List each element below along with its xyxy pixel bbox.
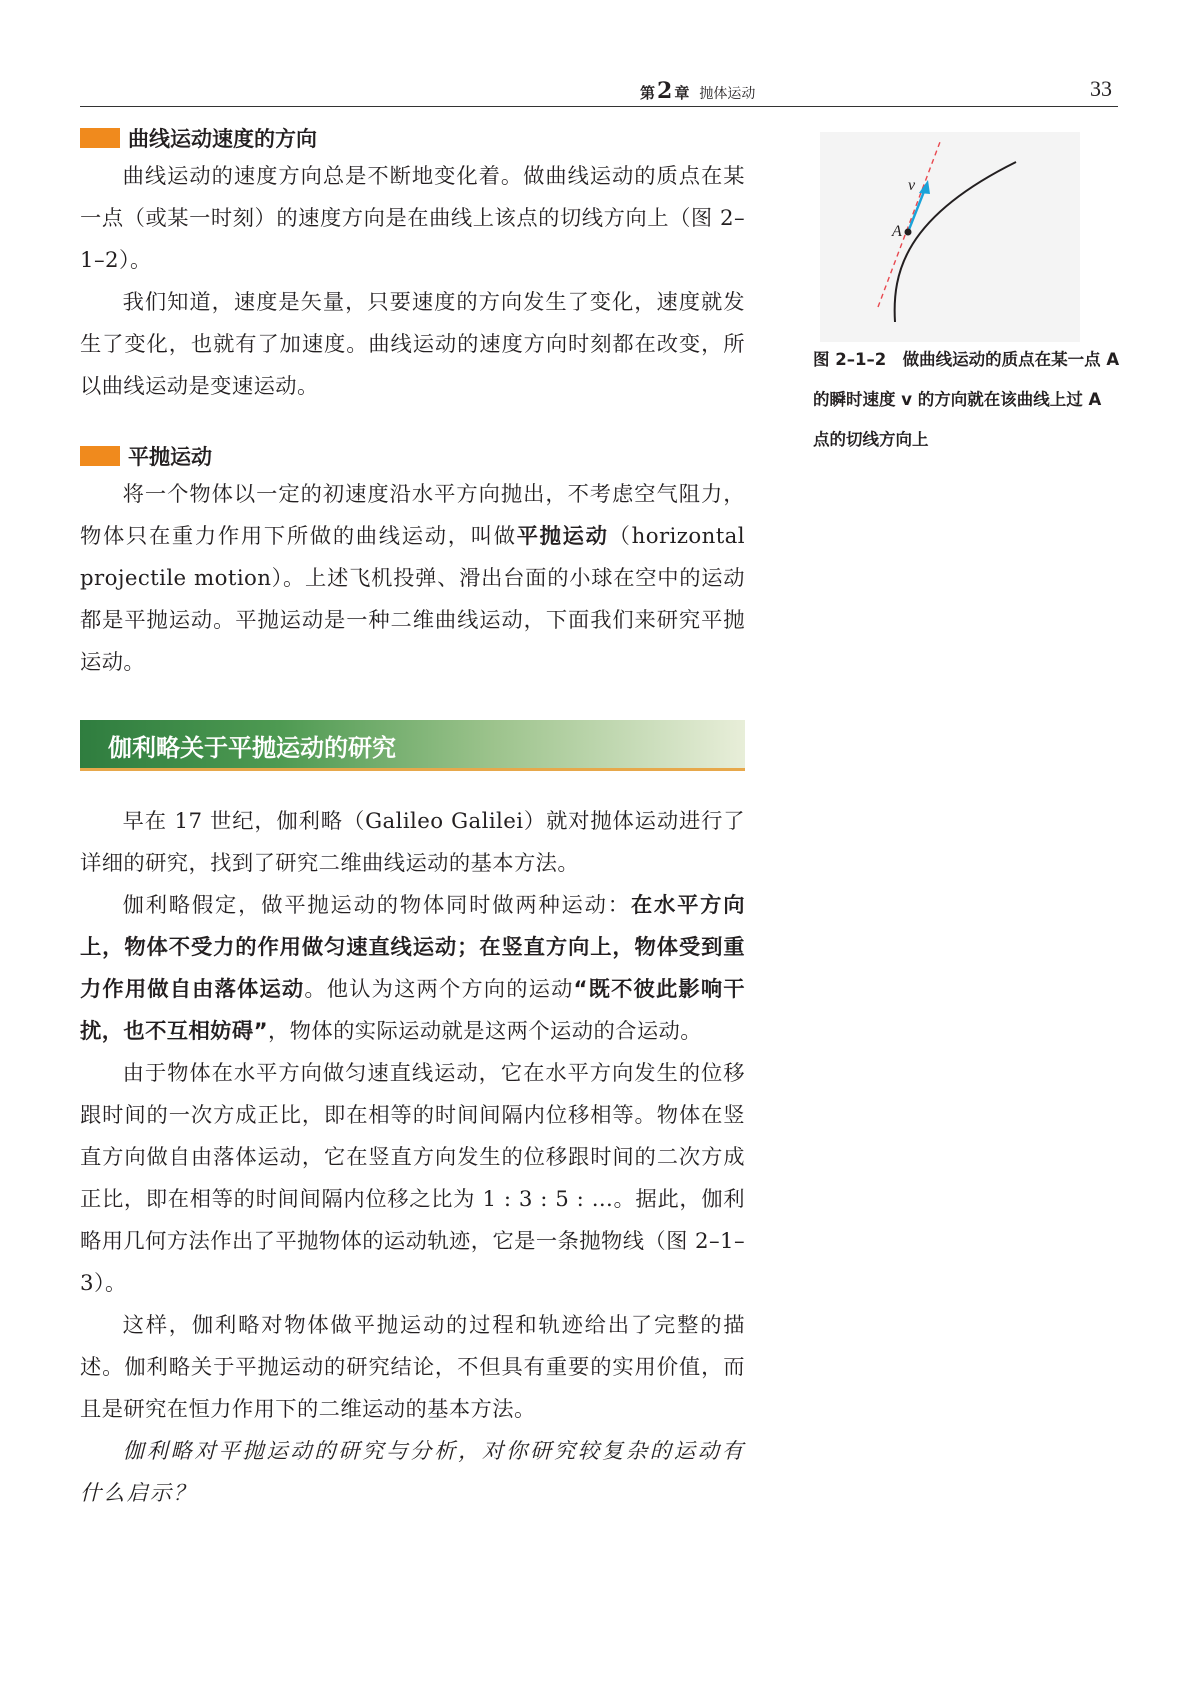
paragraph: 我们知道，速度是矢量，只要速度的方向发生了变化，速度就发生了变化，也就有了加速度。曲线运动的速度方向时刻都在改变，所以曲线运动是变速运动。 bbox=[80, 290, 745, 399]
term-highlight: 平抛运动 bbox=[516, 524, 609, 549]
label-v: v bbox=[908, 177, 916, 194]
page-header bbox=[80, 74, 1118, 107]
label-A: A bbox=[892, 223, 902, 240]
figure-2-1-2 bbox=[820, 132, 1080, 342]
chapter-suffix: 章 bbox=[674, 84, 690, 102]
paragraph: 将一个物体以一定的初速度沿水平方向抛出，不考虑空气阻力，物体只在重力作用下所做的曲线运动，叫做平抛运动（horizontal projectile motion）。上述飞机投弹、滑出台面的小球在空中的运动都是平抛运动。平抛运动是一种二维曲线运动，下面我们来研究平抛运动。 bbox=[80, 482, 745, 675]
chapter-prefix: 第 bbox=[640, 84, 656, 102]
point-A bbox=[905, 229, 912, 236]
arrow-head bbox=[919, 180, 930, 194]
chapter-title: 抛体运动 bbox=[699, 86, 756, 102]
orange-bar-icon bbox=[80, 446, 120, 466]
subheading-projectile bbox=[80, 438, 745, 474]
main-column bbox=[80, 120, 745, 1515]
subheading-text: 曲线运动速度的方向 bbox=[128, 127, 317, 151]
bold-statement: 在水平方向上，物体不受力的作用做匀速直线运动；在竖直方向上，物体受到重力作用做自由落体运动 bbox=[80, 893, 745, 1002]
bold-quote: “既不彼此影响干扰，也不互相妨碍” bbox=[80, 977, 745, 1044]
tangent-line bbox=[878, 142, 940, 307]
section-banner bbox=[80, 720, 745, 771]
orange-bar-icon bbox=[80, 128, 120, 148]
paragraph: 由于物体在水平方向做匀速直线运动，它在水平方向发生的位移跟时间的一次方成正比，即在相等的时间间隔内位移相等。物体在竖直方向做自由落体运动，它在竖直方向发生的位移跟时间的二次方成正比，即在相等的时间间隔内位移之比为 1 : 3 : 5 : …。据此，伽利略用几何方法作出了平抛物体的运动轨迹，它是一条抛物线（图 2–1–3）。 bbox=[80, 1061, 745, 1296]
subheading-velocity-direction bbox=[80, 120, 745, 156]
paragraph: 曲线运动的速度方向总是不断地变化着。做曲线运动的质点在某一点（或某一时刻）的速度方向是在曲线上该点的切线方向上（图 2–1–2）。 bbox=[80, 164, 745, 273]
paragraph: 伽利略假定，做平抛运动的物体同时做两种运动：在水平方向上，物体不受力的作用做匀速直线运动；在竖直方向上，物体受到重力作用做自由落体运动。他认为这两个方向的运动“既不彼此影响干扰，也不互相妨碍”，物体的实际运动就是这两个运动的合运动。 bbox=[80, 893, 745, 1044]
paragraph: 这样，伽利略对物体做平抛运动的过程和轨迹给出了完整的描述。伽利略关于平抛运动的研究结论，不但具有重要的实用价值，而且是研究在恒力作用下的二维运动的基本方法。 bbox=[80, 1313, 745, 1422]
tangent-velocity-diagram bbox=[820, 132, 1080, 342]
velocity-arrow bbox=[908, 189, 925, 232]
figure-caption: 图 2–1–2 做曲线运动的质点在某一点 A 的瞬时速度 v 的方向就在该曲线上过 A 点的切线方向上 bbox=[813, 350, 1120, 449]
section-title: 伽利略关于平抛运动的研究 bbox=[108, 734, 396, 762]
question-paragraph: 伽利略对平抛运动的研究与分析，对你研究较复杂的运动有什么启示？ bbox=[80, 1439, 745, 1506]
chapter-number: 2 bbox=[657, 78, 673, 104]
chapter-label bbox=[640, 78, 755, 104]
paragraph: 早在 17 世纪，伽利略（Galileo Galilei）就对抛体运动进行了详细的研究，找到了研究二维曲线运动的基本方法。 bbox=[80, 809, 745, 876]
page-number: 33 bbox=[1090, 76, 1112, 101]
subheading-text: 平抛运动 bbox=[128, 445, 212, 469]
